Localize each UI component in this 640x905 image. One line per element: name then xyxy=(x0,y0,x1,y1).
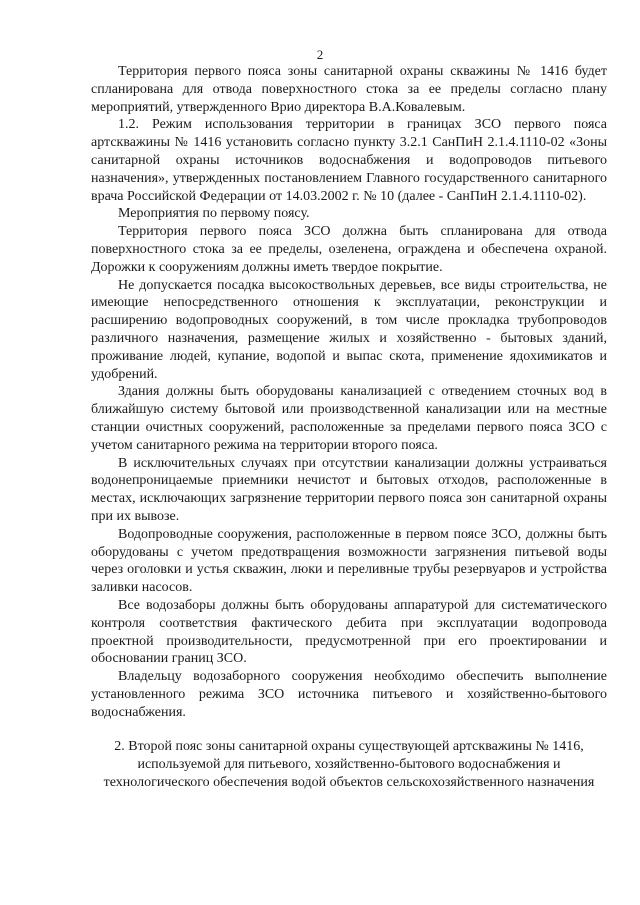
section-heading-second-belt: 2. Второй пояс зоны санитарной охраны существующей артскважины № 1416, используемой для питьевого, хозяйственно-бытового водоснабжения и технологического обеспечения водой объектов сельскохозяйственного назначения xyxy=(103,739,595,790)
paragraph-prohibitions: Не допускается посадка высокоствольных деревьев, все виды строительства, не имеющие непосредственного отношения к эксплуатации, реконструкции и расширению водопроводных сооружений, в том числе прокладка трубопроводов различного назначения, размещение жилых и хозяйственно - бытовых зданий, проживание людей, купание, водопой и выпас скота, применение ядохимикатов и удобрений. xyxy=(91,277,607,382)
paragraph-measures-title: Мероприятия по первому поясу. xyxy=(118,206,310,222)
page-number: 2 xyxy=(316,47,324,62)
paragraph-water-facilities: Водопроводные сооружения, расположенные в первом поясе ЗСО, должны быть оборудованы с учетом предотвращения возможности загрязнения питьевой воды через оголовки и устья скважин, люки и переливные трубы резервуаров и устройства заливки насосов. xyxy=(91,526,607,596)
paragraph-water-intakes: Все водозаборы должны быть оборудованы аппаратурой для систематического контроля соответствия фактического дебита при эксплуатации водопровода проектной производительности, предусмотренной при его проектировании и обосновании границ ЗСО. xyxy=(91,597,607,667)
paragraph-territory-planning: Территория первого пояса зоны санитарной охраны скважины № 1416 будет спланирована для отвода поверхностного стока за ее пределы согласно плану мероприятий, утвержденного Врио директора В.А.Ковалевым. xyxy=(91,64,607,115)
paragraph-sewerage: Здания должны быть оборудованы канализацией с отведением сточных вод в ближайшую систему бытовой или производственной канализации или на местные станции очистных сооружений, расположенные за пределами первого пояса ЗСО с учетом санитарного режима на территории второго пояса. xyxy=(91,384,607,453)
paragraph-exceptional-cases: В исключительных случаях при отсутствии канализации должны устраиваться водонепроницаемые приемники нечистот и бытовых отходов, расположенные в местах, исключающих загрязнение территории первого пояса зон санитарной охраны при их вывозе. xyxy=(91,455,607,524)
document-body xyxy=(91,63,607,721)
paragraph-owner-obligation: Владельцу водозаборного сооружения необходимо обеспечить выполнение установленного режима ЗСО источника питьевого и хозяйственно-бытового водоснабжения. xyxy=(91,669,607,720)
paragraph-first-belt-territory: Территория первого пояса ЗСО должна быть спланирована для отвода поверхностного стока за ее пределы, озеленена, ограждена и обеспечена охраной. Дорожки к сооружениям должны иметь твердое покрытие. xyxy=(91,224,607,275)
paragraph-regime-1-2: 1.2. Режим использования территории в границах ЗСО первого пояса артскважины № 1416 установить согласно пункту 3.2.1 СанПиН 2.1.4.1110-02 «Зоны санитарной охраны источников водоснабжения и водопроводов питьевого назначения», утвержденных постановлением Главного государственного санитарного врача Российской Федерации от 14.03.2002 г. № 10 (далее - СанПиН 2.1.4.1110-02). xyxy=(91,117,607,204)
